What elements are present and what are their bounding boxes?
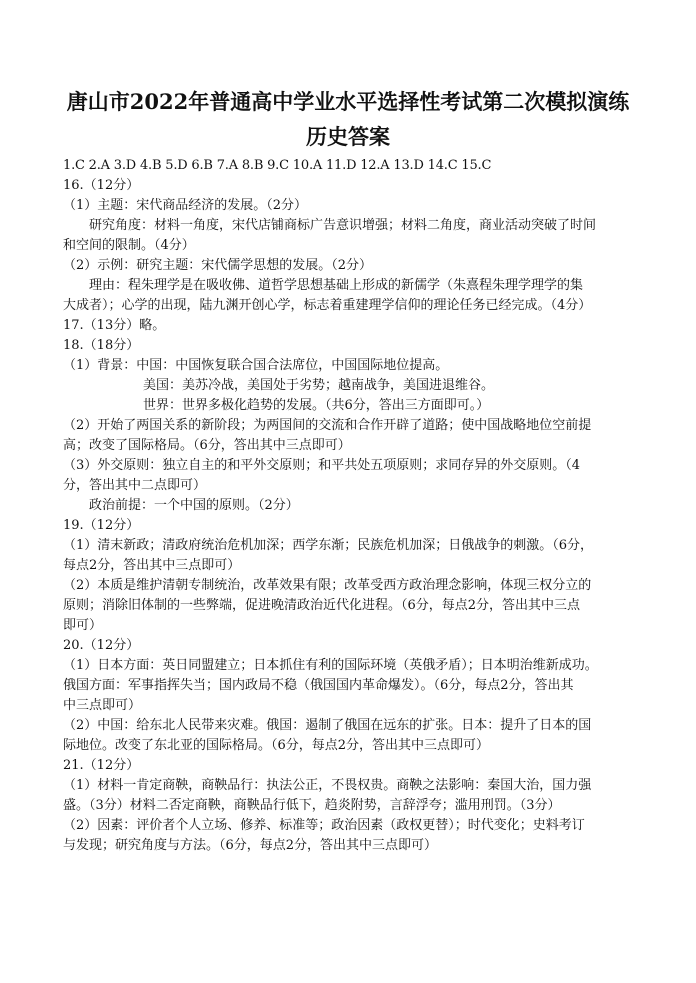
text-line: 俄国方面：军事指挥失当；国内政局不稳（俄国国内革命爆发）。（6分，每点2分，答出其	[63, 678, 574, 693]
answer-content	[63, 156, 636, 856]
text-line: 世界：世界多极化趋势的发展。（共6分，答出三方面即可。）	[143, 398, 490, 413]
text-line: （3）外交原则：独立自主的和平外交原则；和平共处五项原则；求同存异的外交原则。（4	[63, 458, 581, 473]
text-line: （1）背景：中国：中国恢复联合国合法席位，中国国际地位提高。	[63, 358, 449, 373]
question-17-heading: 17.（13分）略。	[63, 318, 166, 333]
text-line: 分，答出其中二点即可）	[63, 478, 207, 493]
text-line: 美国：美苏冷战，美国处于劣势；越南战争，美国进退维谷。	[143, 378, 495, 393]
text-line: （2）开始了两国关系的新阶段；为两国间的交流和合作开辟了道路；使中国战略地位空前提	[63, 418, 592, 433]
multiple-choice-answers: 1.C 2.A 3.D 4.B 5.D 6.B 7.A 8.B 9.C 10.A 11.D 12.A 13.D 14.C 15.C	[63, 158, 492, 173]
text-line: （2）因素：评价者个人立场、修养、标准等；政治因素（政权更替）；时代变化；史料考订	[63, 818, 585, 833]
text-line: （1）材料一肯定商鞅，商鞅品行：执法公正，不畏权贵。商鞅之法影响：秦国大治，国力强	[63, 778, 592, 793]
text-line: 和空间的限制。（4分）	[63, 238, 195, 253]
text-line: 中三点即可）	[63, 698, 142, 713]
text-line: 高；改变了国际格局。（6分，答出其中三点即可）	[63, 438, 351, 453]
text-line: 每点2分，答出其中三点即可）	[63, 558, 241, 573]
text-line: （2）中国：给东北人民带来灾难。俄国：遏制了俄国在远东的扩张。日本：提升了日本的国	[63, 718, 592, 733]
text-line: 际地位。改变了东北亚的国际格局。（6分，每点2分，答出其中三点即可）	[63, 738, 490, 753]
question-21-heading: 21.（12分）	[63, 758, 140, 773]
question-16-heading: 16.（12分）	[63, 178, 140, 193]
page-subtitle: 历史答案	[306, 124, 390, 149]
text-line: 政治前提：一个中国的原则。（2分）	[89, 498, 299, 513]
question-19-heading: 19.（12分）	[63, 518, 140, 533]
question-18-heading: 18.（18分）	[63, 338, 140, 353]
text-line: （2）示例：研究主题：宋代儒学思想的发展。（2分）	[63, 258, 373, 273]
question-20-heading: 20.（12分）	[63, 638, 140, 653]
text-line: 研究角度：材料一角度，宋代店铺商标广告意识增强；材料二角度，商业活动突破了时间	[89, 218, 597, 233]
text-line: 原则；消除旧体制的一些弊端，促进晚清政治近代化进程。（6分，每点2分，答出其中三点	[63, 598, 581, 613]
text-line: 即可）	[63, 618, 103, 633]
text-line: 理由：程朱理学是在吸收佛、道哲学思想基础上形成的新儒学（朱熹程朱理学理学的集	[89, 278, 584, 293]
page-title: 唐山市2022年普通高中学业水平选择性考试第二次模拟演练	[66, 89, 630, 114]
text-line: 盛。（3分）材料二否定商鞅，商鞅品行低下，趋炎附势，言辞浮夸；滥用刑罚。（3分）	[63, 798, 561, 813]
text-line: （1）清末新政；清政府统治危机加深；西学东渐；民族危机加深；日俄战争的刺激。（6分，	[63, 538, 594, 553]
text-line: 与发现；研究角度与方法。（6分，每点2分，答出其中三点即可）	[63, 838, 438, 853]
text-line: （2）本质是维护清朝专制统治，改革效果有限；改革受西方政治理念影响，体现三权分立的	[63, 578, 592, 593]
text-line: （1）日本方面：英日同盟建立；日本抓住有利的国际环境（英俄矛盾）；日本明治维新成功。	[63, 658, 598, 673]
text-line: （1）主题：宋代商品经济的发展。（2分）	[63, 198, 308, 213]
text-line: 大成者）；心学的出现，陆九渊开创心学，标志着重建理学信仰的理论任务已经完成。（4分）	[63, 298, 592, 313]
